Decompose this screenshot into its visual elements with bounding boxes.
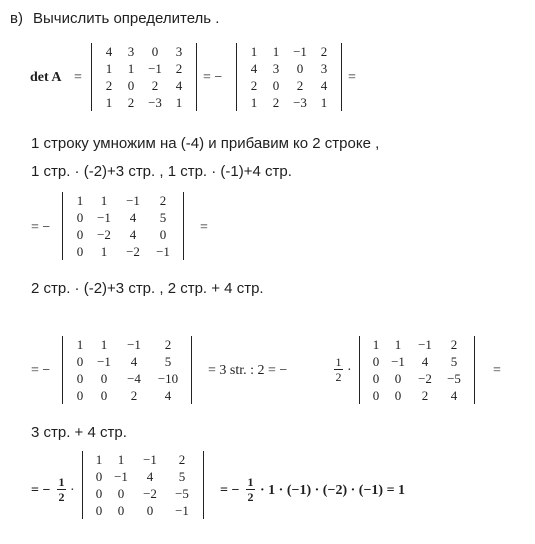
matrix-cell: 1 [394,337,402,352]
matrix-cell: 4 [146,469,154,484]
matrix-cell: 1 [250,44,258,59]
matrix-cell: −2 [143,486,157,501]
matrix-cell: 4 [164,388,172,403]
task-title: Вычислить определитель . [33,10,220,27]
matrix-cell: 1 [95,452,103,467]
matrix-cell: 4 [129,210,137,225]
matrix-cell: 2 [164,337,172,352]
equals-sign: = [348,70,356,85]
matrix-cell: −1 [175,503,189,518]
matrix-cell: 4 [130,354,138,369]
fraction-half [57,476,66,503]
matrix-swapped [236,43,342,111]
matrix-cell: −5 [447,371,461,386]
matrix-cell: −5 [175,486,189,501]
matrix-cell: −3 [148,95,162,110]
matrix-step-2 [62,192,184,260]
matrix-cell: 2 [127,95,135,110]
matrix-cell: −2 [126,244,140,259]
step-text-2: 1 стр. · (-2)+3 стр. , 1 стр. · (-1)+4 стр. [31,163,292,180]
matrix-cell: 1 [372,337,380,352]
matrix-cell: 4 [320,78,328,93]
equals-minus: = − [31,363,51,378]
matrix-cell: 4 [450,388,458,403]
matrix-cell: 0 [394,388,402,403]
matrix-cell: 1 [127,61,135,76]
fraction-denominator: 2 [335,370,342,384]
equals-minus: = − [31,483,51,498]
matrix-original [91,43,197,111]
matrix-cell: 0 [296,61,304,76]
equals-sign: = [493,363,501,378]
matrix-cell: 2 [272,95,280,110]
matrix-cell: 0 [76,210,84,225]
matrix-cell: 0 [76,244,84,259]
matrix-cell: 0 [100,371,108,386]
matrix-cell: 0 [272,78,280,93]
matrix-cell: −1 [293,44,307,59]
matrix-cell: 1 [272,44,280,59]
matrix-cell: 2 [159,193,167,208]
matrix-cell: −2 [97,227,111,242]
matrix-cell: 1 [100,193,108,208]
matrix-cell: 0 [100,388,108,403]
matrix-cell: 4 [129,227,137,242]
matrix-cell: 0 [372,388,380,403]
matrix-step-3 [62,336,192,404]
matrix-cell: 0 [76,371,84,386]
matrix-cell: 5 [159,210,167,225]
matrix-cell: 0 [117,503,125,518]
matrix-cell: 1 [105,95,113,110]
matrix-cell: −1 [418,337,432,352]
step-text-3: 2 стр. · (-2)+3 стр. , 2 стр. + 4 стр. [31,280,264,297]
matrix-cell: 0 [151,44,159,59]
matrix-cell: 0 [95,503,103,518]
matrix-cell: 5 [178,469,186,484]
matrix-cell: 2 [250,78,258,93]
fraction-numerator: 1 [335,355,342,369]
matrix-step-4 [359,336,475,404]
matrix-cell: 2 [105,78,113,93]
matrix-cell: 0 [394,371,402,386]
matrix-cell: 0 [159,227,167,242]
matrix-cell: 2 [296,78,304,93]
equals-sign: = [74,70,82,85]
matrix-cell: 1 [100,244,108,259]
matrix-cell: 1 [76,193,84,208]
result-prefix: = − [220,483,240,498]
matrix-cell: 2 [130,388,138,403]
matrix-cell: −1 [391,354,405,369]
matrix-final [82,451,204,519]
matrix-cell: 5 [450,354,458,369]
matrix-cell: 2 [421,388,429,403]
matrix-cell: 3 [127,44,135,59]
matrix-cell: 0 [76,354,84,369]
matrix-cell: −1 [148,61,162,76]
multiply-dot: · [347,363,352,378]
matrix-cell: −3 [293,95,307,110]
matrix-cell: 1 [105,61,113,76]
matrix-cell: 3 [272,61,280,76]
matrix-cell: −1 [97,354,111,369]
matrix-cell: −4 [127,371,141,386]
matrix-cell: 1 [175,95,183,110]
matrix-cell: 4 [175,78,183,93]
matrix-cell: 1 [100,337,108,352]
matrix-cell: 4 [421,354,429,369]
matrix-cell: 2 [175,61,183,76]
equals-minus: = − [203,70,223,85]
matrix-cell: 1 [320,95,328,110]
matrix-cell: 3 [175,44,183,59]
row-divide-note: = 3 str. : 2 = − [208,363,288,378]
matrix-cell: 0 [372,371,380,386]
result-expression: · 1 · (−1) · (−2) · (−1) = 1 [260,483,406,498]
matrix-cell: 1 [117,452,125,467]
equals-sign: = [200,220,208,235]
matrix-cell: 0 [76,227,84,242]
fraction-denominator: 2 [58,490,65,504]
matrix-cell: −2 [418,371,432,386]
matrix-cell: 2 [151,78,159,93]
matrix-cell: 0 [117,486,125,501]
det-label: det A [30,70,62,85]
matrix-cell: −1 [156,244,170,259]
matrix-cell: −1 [114,469,128,484]
matrix-cell: −1 [143,452,157,467]
matrix-cell: 0 [95,469,103,484]
matrix-cell: 4 [105,44,113,59]
fraction-denominator: 2 [247,490,254,504]
matrix-cell: 0 [146,503,154,518]
matrix-cell: 1 [76,337,84,352]
matrix-cell: −1 [126,193,140,208]
fraction-numerator: 1 [247,475,254,489]
matrix-cell: 2 [178,452,186,467]
matrix-cell: −1 [127,337,141,352]
multiply-dot: · [70,483,75,498]
matrix-cell: 0 [127,78,135,93]
matrix-cell: 0 [372,354,380,369]
step-text-4: 3 стр. + 4 стр. [31,424,127,441]
fraction-half [246,476,255,503]
matrix-cell: 1 [250,95,258,110]
fraction-half [334,356,343,383]
matrix-cell: 5 [164,354,172,369]
matrix-cell: 3 [320,61,328,76]
part-label: в) [10,10,23,27]
matrix-cell: 0 [76,388,84,403]
matrix-cell: 0 [95,486,103,501]
step-text-1: 1 строку умножим на (-4) и прибавим ко 2 строке , [31,135,380,152]
matrix-cell: 2 [320,44,328,59]
fraction-numerator: 1 [58,475,65,489]
equals-minus: = − [31,220,51,235]
matrix-cell: −1 [97,210,111,225]
matrix-cell: −10 [157,371,179,386]
matrix-cell: 4 [250,61,258,76]
matrix-cell: 2 [450,337,458,352]
